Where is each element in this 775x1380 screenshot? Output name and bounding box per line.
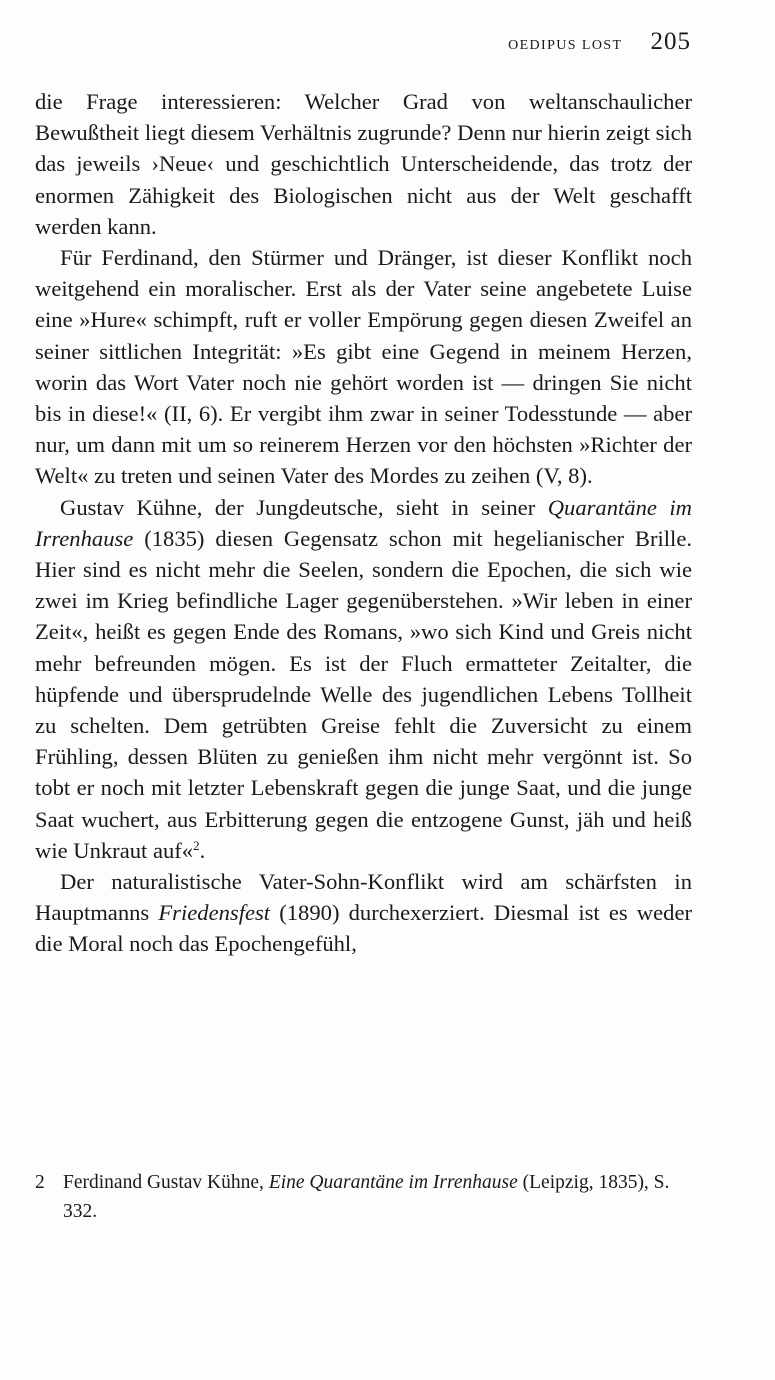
paragraph-3	[35, 492, 692, 866]
footnote	[35, 1168, 692, 1226]
paragraph-4-body: (1890) durchexerziert. Diesmal ist es weder die Moral noch das Epochengefühl,	[35, 900, 693, 957]
page-number: 205	[650, 28, 691, 55]
work-title-quarantaene: Quarantäne im Irrenhause	[35, 494, 692, 551]
paragraph-1	[35, 86, 692, 242]
work-title-friedensfest: Friedensfest	[158, 900, 271, 926]
paragraph-2-text: Für Ferdinand, den Stürmer und Dränger, ist dieser Konflikt noch weitgehend ein moralischer. Erst als der Vater seine angebetete Luise eine »Hure« schimpft, ruft er voller Empörung gegen diesen Zweifel an seiner sittlichen Integrität: »Es gibt eine Gegend in meinem Herzen, worin das Wort Vater noch nie gehört worden ist — dringen Sie nicht bis in diese!« (II, 6). Er vergibt ihm zwar in seiner Todesstunde — aber nur, um dann mit um so reinerem Herzen vor den höchsten »Richter der Welt« zu treten und seinen Vater des Mordes zu zeihen (V, 8).	[35, 245, 692, 489]
footnote-work-title: Eine Quarantäne im Irrenhause	[268, 1172, 518, 1193]
footnote-reference[interactable]: 2	[193, 837, 200, 853]
footnote-marker: 2	[35, 1172, 45, 1193]
paragraph-3-lead: Gustav Kühne, der Jungdeutsche, sieht in seiner	[60, 494, 548, 520]
paragraph-3-body: (1835) diesen Gegensatz schon mit hegelianischer Brille. Hier sind es nicht mehr die Seelen, sondern die Epochen, die sich wie zwei im Krieg befindliche Lager gegenüberstehen. »Wir leben in einer Zeit«, heißt es gegen Ende des Romans, »wo sich Kind und Greis nicht mehr befreunden mögen. Es ist der Fluch ermatteter Zeitalter, die hüpfende und übersprudelnde Welle des jugendlichen Lebens Tollheit zu schelten. Dem getrübten Greise fehlt die Zuversicht zu einem Frühling, dessen Blüten zu genießen ihm nicht mehr vergönnt ist. So tobt er noch mit letzter Lebenskraft gegen die junge Saat, und die junge Saat wuchert, aus Erbitterung gegen die entzogene Gunst, jäh und heiß wie Unkraut auf«	[35, 525, 692, 863]
paragraph-4-lead: Der naturalistische Vater-Sohn-Konflikt wird am schärfsten in Hauptmanns	[35, 869, 692, 926]
running-head	[508, 28, 691, 56]
paragraph-3-end: .	[199, 837, 206, 863]
running-title: OEDIPUS LOST	[508, 38, 623, 53]
footnote-lead: Ferdinand Gustav Kühne,	[63, 1172, 269, 1193]
footnote-body	[63, 1168, 692, 1226]
paragraph-2	[35, 242, 692, 492]
body-text	[35, 86, 692, 960]
paragraph-1-text: die Frage interessieren: Welcher Grad von weltanschaulicher Bewußtheit liegt diesem Verhältnis zugrunde? Denn nur hierin zeigt sich das jeweils ›Neue‹ und geschichtlich Unterscheidende, das trotz der enormen Zähigkeit des Biologischen nicht aus der Welt geschafft werden kann.	[35, 89, 692, 239]
footnote-tail: (Leipzig, 1835), S. 332.	[63, 1172, 670, 1222]
paragraph-4	[35, 866, 692, 960]
